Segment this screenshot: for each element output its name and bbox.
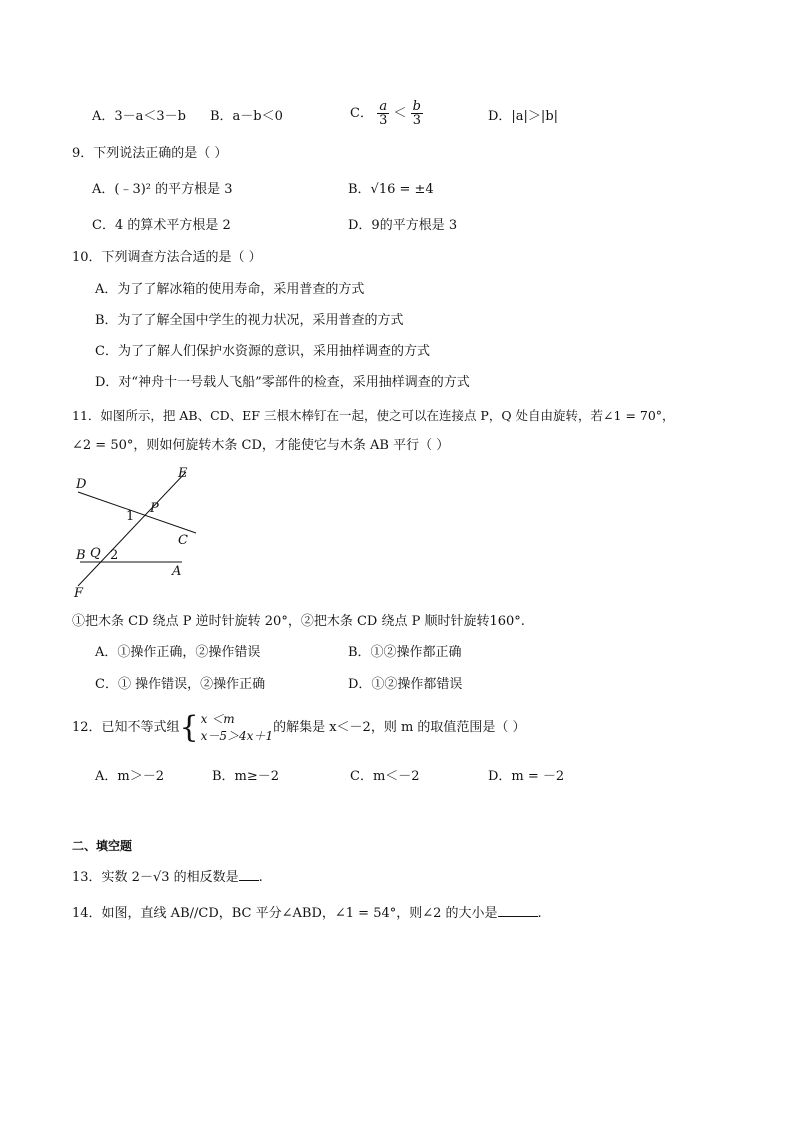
q8-option-d: D．|a|＞|b| xyxy=(488,109,559,124)
q8-fraction-a: $\frac{a}{3}$ xyxy=(379,99,388,128)
q9-option-a: A．(﹣3)² 的平方根是 3 xyxy=(92,182,233,197)
q12-option-d: D．m = －2 xyxy=(488,769,565,784)
q14-stem-pre: 14．如图，直线 AB//CD，BC 平分∠ABD，∠1 = 54°，则∠2 的大小是 xyxy=(72,906,498,921)
q14-stem-post: . xyxy=(537,906,542,921)
q13-answer-blank[interactable] xyxy=(239,868,259,881)
q8-option-c-label: C． xyxy=(350,106,373,121)
q10-option-c: C．为了了解人们保护水资源的意识，采用抽样调查的方式 xyxy=(95,344,430,359)
q13-stem-pre: 13．实数 2－√3 的相反数是 xyxy=(72,870,239,885)
q11-option-b: B．①②操作都正确 xyxy=(348,645,462,660)
q9-option-b: B．√16 = ±4 xyxy=(348,182,434,197)
label-angle-2: 2 xyxy=(110,548,119,563)
q12-option-a: A．m＞－2 xyxy=(95,769,164,784)
line-dc xyxy=(78,492,196,533)
label-f: F xyxy=(74,586,84,600)
label-b: B xyxy=(76,548,86,563)
q10-option-a: A．为了了解冰箱的使用寿命，采用普查的方式 xyxy=(95,282,365,297)
q9-option-d: D．9的平方根是 3 xyxy=(348,218,458,233)
q12-ineq-1: x ＜m xyxy=(200,711,235,726)
q13-stem xyxy=(72,868,263,887)
line-ef xyxy=(78,472,186,586)
q11-operations: ①把木条 CD 绕点 P 逆时针旋转 20°，②把木条 CD 绕点 P 顺时针旋转160°. xyxy=(72,614,525,629)
q8-option-b: B．a－b＜0 xyxy=(210,109,283,124)
q11-option-d: D．①②操作都错误 xyxy=(348,677,463,692)
q12-option-c: C．m＜－2 xyxy=(350,769,420,784)
label-c: C xyxy=(178,533,188,548)
label-e: E xyxy=(178,466,188,481)
label-p: P xyxy=(150,501,159,516)
label-a: A xyxy=(172,564,182,579)
q12-system-brace: { xyxy=(179,709,199,745)
q12-stem-post: 的解集是 x＜－2，则 m 的取值范围是（ ） xyxy=(273,720,526,735)
label-q: Q xyxy=(90,546,101,561)
q10-stem: 10．下列调查方法合适的是（ ） xyxy=(72,250,262,265)
section-title-fill-in: 二、填空题 xyxy=(72,839,133,853)
q12-inequality-system xyxy=(201,711,273,745)
q8-less-than: ＜ xyxy=(393,106,407,121)
q8-fraction-b: $\frac{b}{3}$ xyxy=(412,99,421,128)
q12-stem-pre: 12．已知不等式组 xyxy=(72,720,180,735)
q8-option-a: A．3－a＜3－b xyxy=(92,109,187,124)
label-d: D xyxy=(76,477,87,492)
label-angle-1: 1 xyxy=(126,509,135,524)
q14-answer-blank[interactable] xyxy=(498,904,538,917)
q12-option-b: B．m≥－2 xyxy=(212,769,280,784)
q14-stem xyxy=(72,904,542,923)
q8-option-c xyxy=(350,100,423,127)
q12-stem xyxy=(72,710,526,746)
q10-option-b: B．为了了解全国中学生的视力状况，采用普查的方式 xyxy=(95,313,404,328)
q10-option-d: D．对“神舟十一号载人飞船”零部件的检查，采用抽样调查的方式 xyxy=(95,375,470,390)
q12-ineq-2: x－5＞4x＋1 xyxy=(200,728,274,743)
q9-stem: 9．下列说法正确的是（ ） xyxy=(72,146,228,161)
q11-option-c: C．① 操作错误，②操作正确 xyxy=(95,677,266,692)
q9-option-c: C．4 的算术平方根是 2 xyxy=(92,218,231,233)
q11-stem-line1: 11．如图所示，把 AB、CD、EF 三根木棒钉在一起，使之可以在连接点 P，Q 处自由旋转，若∠1 = 70°， xyxy=(72,408,675,423)
q11-stem-line2: ∠2 = 50°，则如何旋转木条 CD，才能使它与木条 AB 平行（ ） xyxy=(72,438,450,453)
q11-option-a: A．①操作正确，②操作错误 xyxy=(95,645,261,660)
q11-figure xyxy=(68,462,208,600)
q13-stem-post: . xyxy=(258,870,263,885)
